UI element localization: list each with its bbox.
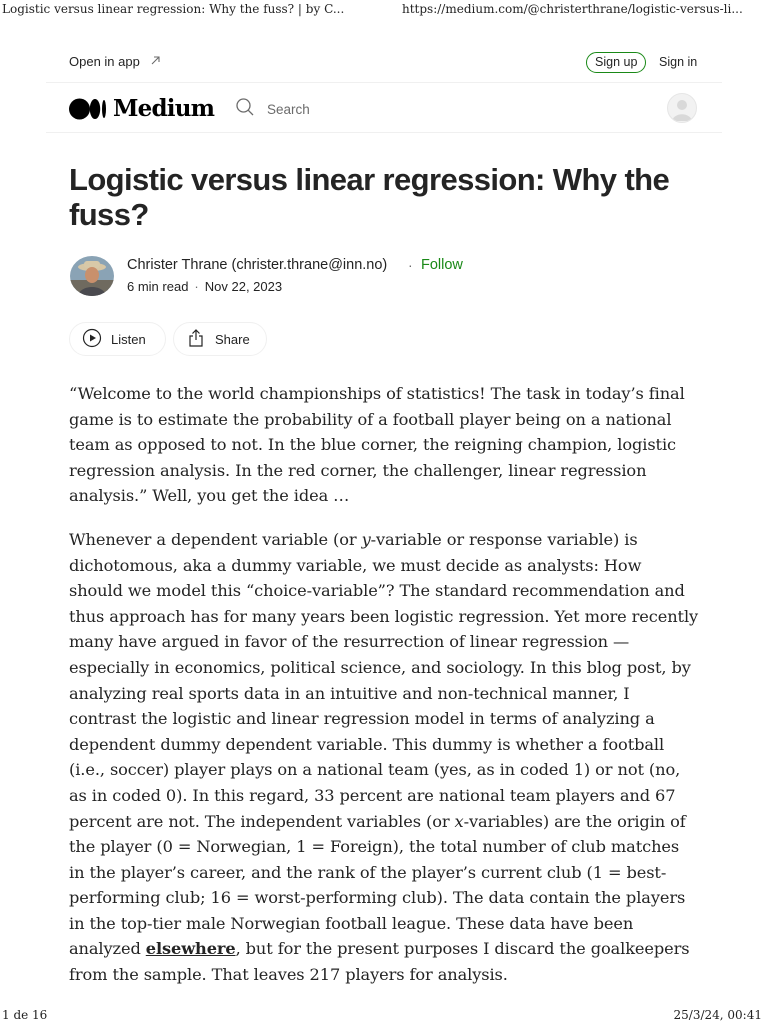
print-header-url: https://medium.com/@christerthrane/logistic-versus-li... (402, 2, 743, 16)
listen-button[interactable] (69, 322, 166, 356)
p2-text-1: Whenever a dependent variable (or (69, 529, 362, 549)
byline (70, 256, 710, 298)
sign-in-link[interactable]: Sign in (659, 55, 698, 69)
article-title: Logistic versus linear regression: Why the fuss? (69, 162, 670, 232)
search-input[interactable] (235, 97, 310, 122)
article-paragraph-1: “Welcome to the world championships of statistics! The task in today’s final game is to estimate the probability of a football player being on a national team as opposed to not. In the blue corner, the reigning champion, logistic regression analysis. In the red corner, the challenger, linear regression analysis.” Well, you get the idea … (69, 384, 685, 506)
page-number: 1 de 16 (2, 1008, 48, 1022)
nav-bar (46, 83, 722, 133)
author-name-link[interactable]: Christer Thrane (christer.thrane@inn.no) (127, 257, 388, 273)
elsewhere-link[interactable]: elsewhere (145, 939, 236, 959)
arrow-up-right-icon (150, 54, 161, 69)
p2-y-var: y (361, 529, 371, 549)
print-footer (0, 1006, 768, 1024)
top-bar (46, 48, 722, 83)
article-paragraph-2 (69, 527, 699, 988)
article-body (69, 381, 699, 1006)
play-icon (82, 328, 102, 351)
open-in-app-label: Open in app (69, 54, 140, 69)
medium-logo[interactable] (69, 95, 214, 122)
open-in-app-link[interactable] (69, 54, 161, 69)
sign-up-button[interactable]: Sign up (586, 52, 646, 73)
p2-text-3: -variables) are the origin of the player (0 = Norwegian, 1 = Foreign), the total number of club matches in the player’s career, and the rank of the player’s current club (1 = best-performing club; 16 = worst-performing club). The data contain the players in the top-tier male Norwegian football league. These data have been analyzed (69, 811, 686, 959)
share-icon (186, 328, 206, 351)
meta-separator: · (194, 279, 199, 294)
read-time: 6 min read (127, 279, 189, 294)
print-header-title: Logistic versus linear regression: Why the fuss? | by C... (2, 2, 345, 16)
search-icon (235, 97, 255, 122)
follow-button[interactable]: Follow (421, 257, 463, 273)
print-header (0, 0, 768, 18)
article-meta (127, 279, 282, 294)
p2-text-4: , but for the present purposes I discard the goalkeepers from the sample. That leaves 217 players for analysis. (69, 939, 690, 985)
medium-logo-icon (69, 98, 107, 120)
publish-date: Nov 22, 2023 (204, 279, 283, 294)
p2-x-var: x (454, 811, 464, 831)
listen-label: Listen (111, 331, 146, 347)
byline-separator: · (408, 257, 413, 273)
author-avatar[interactable] (70, 256, 114, 296)
search-placeholder: Search (267, 102, 310, 117)
share-button[interactable] (173, 322, 267, 356)
medium-logo-text: Medium (113, 95, 215, 122)
user-avatar-icon (668, 109, 696, 123)
p2-text-2: -variable or response variable) is dichotomous, aka a dummy variable, we must decide as analysts: How should we model this “choice-variable”? The standard recommendation and thus approach has for many years been logistic regression. Yet more recently many have argued in favor of the resurrection of linear regression — especially in economics, political science, and sociology. In this blog post, by analyzing real sports data in an intuitive and non-technical manner, I contrast the logistic and linear regression model in terms of analyzing a dependent dummy dependent variable. This dummy is whether a football (i.e., soccer) player plays on a national team (yes, as in coded 1) or not (no, as in coded 0). In this regard, 33 percent are national team players and 67 percent are not. The independent variables (or (69, 529, 699, 831)
print-datetime: 25/3/24, 00:41 (673, 1008, 762, 1022)
share-label: Share (215, 331, 250, 347)
user-avatar[interactable] (667, 93, 697, 123)
